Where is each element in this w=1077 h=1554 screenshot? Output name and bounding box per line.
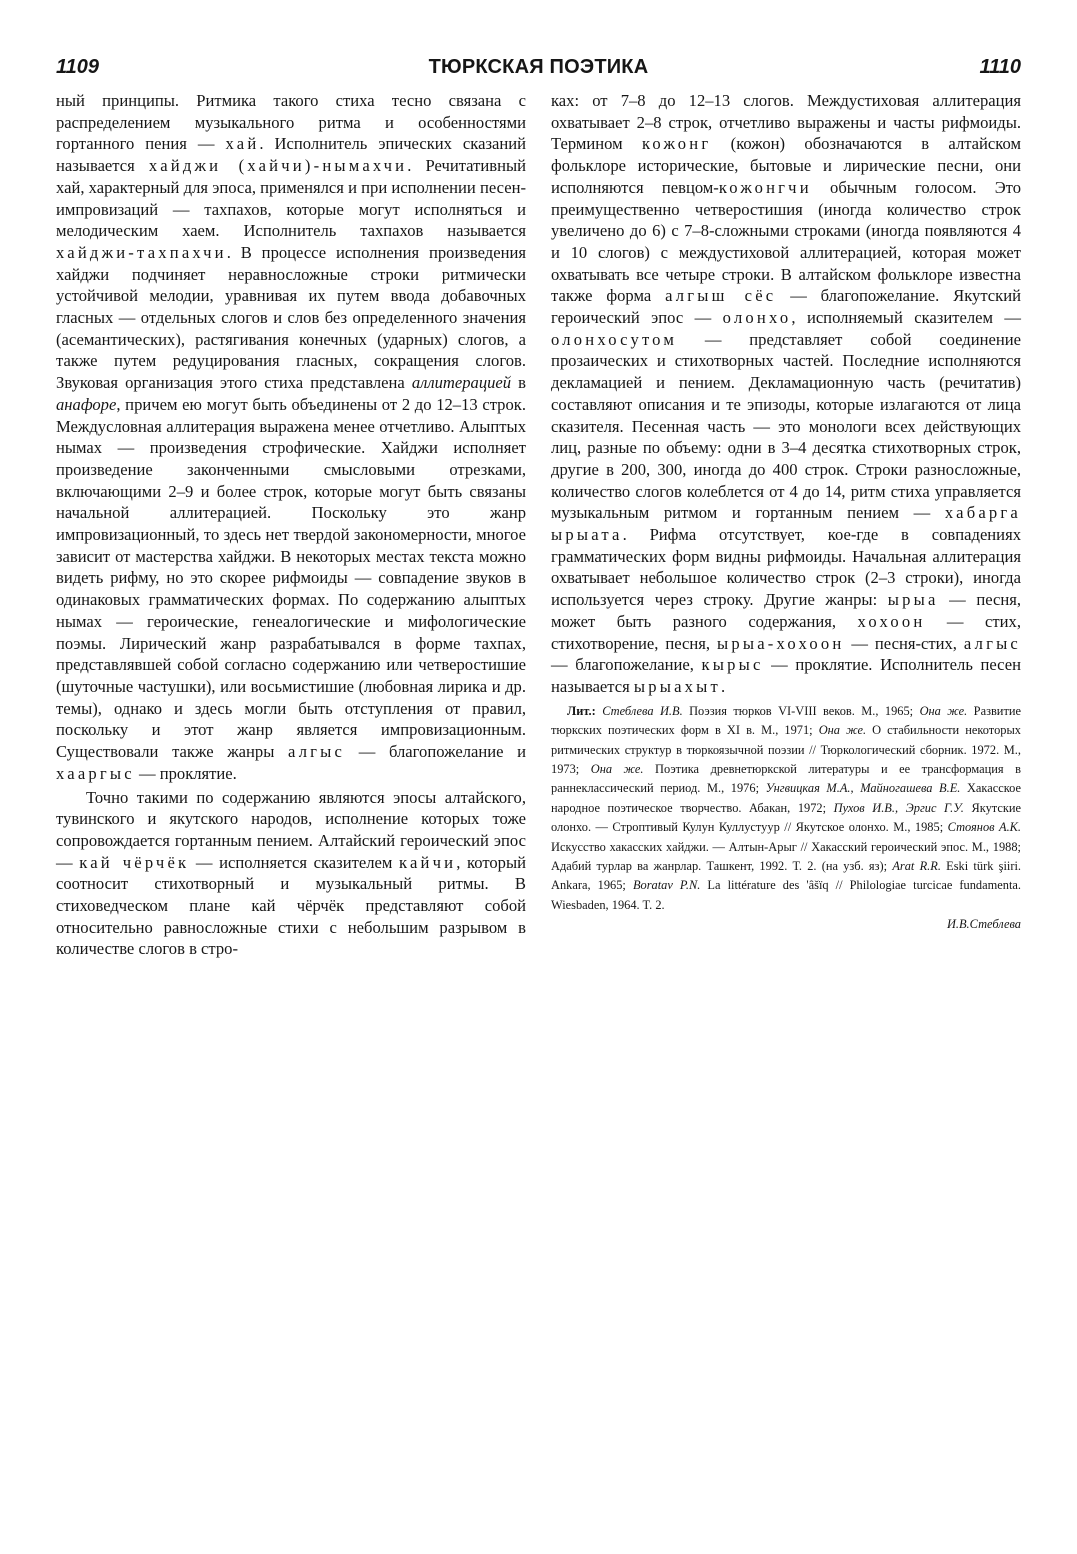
term-italic: анафоре (56, 394, 117, 414)
text-run: — песня-стих, (844, 633, 964, 653)
author-italic: Стеблева И.В. (602, 703, 683, 718)
author-italic: Унгвицкая М.А., Майногашева В.Е. (765, 781, 961, 796)
text-run: — проклятие. (134, 763, 237, 783)
term-spaced: хохоон (857, 611, 926, 631)
term-spaced: кожонг (642, 134, 712, 154)
text-run: — представляет собой соединение прозаических и стихотворных частей. Последние исполняются декламацией и пением. Декламационную часть (речитатив) составляют описания и те эпизоды, которые излагаются от лица сказителя. Песенная часть — это монологи всех действующих лиц, разные по объему: одни в 3–4 десятка стихотворных строк, другие в 200, 300, иногда до 400 строк. Строки разносложные, количество слогов колеблется от 4 до 14, ритм стиха управляется музыкальным ритмом и гортанным пением — (551, 329, 1021, 523)
text-run: обычным голосом. Это преимущественно четверостишия (иногда количество строк увеличено до 6) с 7–8-сложными строками (иногда появляются 4 и 10 слогов) с междустиховой аллитерацией, которая может охватывать все четыре строки. В алтайском фольклоре известна также форма (551, 177, 1021, 306)
text-run: , исполняемый сказителем — (791, 308, 1021, 328)
text-run: — песня, может быть разного содержания, (551, 590, 1022, 631)
text-run: ках: от 7–8 до 12–13 слогов. Междустиховая аллитерация охватывает 2–8 строк, отчетливо выражены и часты рифмоиды. Термином (551, 91, 1021, 154)
text-run: . В процессе исполнения произведения хайджи подчиняет неравносложные строки ритмически устойчивой мелодии, уравнивая их путем ввода добавочных гласных — отдельных слогов и слов без определенного значения (асемантических), растягивания конечных (ударных) слогов, а также путем редуцирования гласных, сокращения слогов. Звуковая организация этого стиха представлена (56, 242, 526, 393)
author-italic: Boratav P.N. (632, 878, 701, 893)
term-spaced: алгыш сёс (665, 286, 777, 306)
term-italic: аллитерацией (411, 373, 512, 393)
text-run: . (720, 676, 726, 696)
reference-text: Искусство хакасских хайджи. — Алтын-Арыг // Хакасский героический эпос. М., 1988; Адабий турлар ва жанрлар. Ташкент, 1992. Т. 2. (на узб. яз); (551, 839, 1021, 873)
term-spaced: ырыахыт (633, 676, 721, 696)
term-spaced: кайчи (398, 852, 457, 872)
reference-text: Хакасское народное поэтическое творчество. Абакан, 1972; (551, 781, 1021, 815)
text-run: (кожон) обозначаются в алтайском фольклоре исторические, бытовые и лирические песни, они исполняются певцом- (551, 134, 1021, 197)
author-italic: Arat R.R. (892, 858, 941, 873)
text-run: , причем ею могут быть объединены от 2 до 12–13 строк. Междусловная аллитерация выражена менее отчетливо. Алыптых нымах — произведения строфические. Хайджи исполняет произведение законченными смысловыми отрезками, включающими 2–9 и более строк, которые могут быть связаны начальной аллитерацией. Поскольку это жанр импровизационный, то здесь нет твердой закономерности, многое зависит от мастерства хайджи. В некоторых местах текста можно видеть рифму, но это скорее рифмоиды — совпадение звуков в одинаковых грамматических формах. По содержанию алыптых нымах — героические, генеалогические и мифологические поэмы. Лирический жанр разрабатывался в форме тахпах, представлявшей собой согласно содержанию или четверостишие (шуточные частушки), или восьмистишие (любовная лирика и др. темы), однако и здесь могли быть отступления от правил, поскольку и этот жанр является импровизационным. Существовали также жанры (56, 394, 526, 762)
term-spaced: хай (225, 134, 260, 154)
author-italic: Стоянов А.К. (947, 820, 1021, 835)
reference-text: La littérature des 'âšïq // Philologiae turcicae fundamenta. Wiesbaden, 1964. T. 2. (551, 878, 1021, 912)
term-spaced: олонхо (722, 308, 792, 328)
term-spaced: хааргыс (56, 763, 135, 783)
term-spaced: кырыс (701, 655, 764, 675)
term-spaced: алгыс (287, 742, 346, 762)
text-run: — благопожелание и (345, 742, 526, 762)
term-spaced: олонхосутом (551, 329, 678, 349)
reference-text: Поэтика древнетюркской литературы и ее трансформация в раннеклассический период. М., 1976; (551, 761, 1021, 796)
left-column (56, 90, 526, 960)
text-run: . Речитативный хай, характерный для эпоса, применялся и при исполнении песен-импровизаций — тахпахов, которые могут исполняться и мелодическим хаем. Исполнитель тахпахов называется (56, 156, 526, 241)
text-run: — благопожелание. Якутский героический эпос — (551, 286, 1021, 328)
text-run: . Исполнитель эпических сказаний называется (56, 134, 527, 176)
reference-text: О стабильности некоторых ритмических структур в тюркоязычной поэзии // Тюркологический сборник. 1972. М., 1973; (551, 723, 1021, 776)
term-spaced: ырыа (887, 590, 939, 610)
text-run: ный принципы. Ритмика такого стиха тесно связана с распределением музыкального ритма и особенностями гортанного пения — (56, 91, 526, 154)
term-spaced: ырыа-хохоон (717, 633, 845, 653)
author-italic: Пухов И.В., Эргис Г.У. (833, 800, 964, 815)
reference-text: Развитие тюркских поэтических форм в XI в. М., 1971; (551, 703, 1021, 738)
literature-references (551, 702, 1021, 935)
paragraph-altai-yakut (551, 90, 1021, 698)
text-run: , который соотносит стихотворный и музыкальный ритмы. В стиховедческом плане кай чёрчёк представляют собой относительно равносложные стихи с небольшим разрывом в количестве слогов в стро- (56, 852, 526, 959)
text-run: — стих, стихотворение, песня, (551, 611, 1021, 653)
author-italic: Она же. (818, 723, 867, 738)
text-run: Точно такими по содержанию являются эпосы алтайского, тувинского и якутского народов, исполнение которых тоже сопровождается гортанным пением. Алтайский героический эпос — (56, 787, 526, 872)
text-run: . Рифма отсутствует, кое-где в совпадениях грамматических форм видны рифмоиды. Начальная аллитерация охватывает небольшое количество строк (2–3 строки), иногда используется через строку. Другие жанры: (551, 525, 1021, 610)
paragraph-altai-epic (56, 787, 526, 961)
author-signature: И.В.Стеблева (946, 917, 1021, 932)
text-run: — благопожелание, (551, 655, 702, 675)
right-column (551, 90, 1021, 935)
term-spaced: кожонгчи (718, 177, 812, 197)
reference-text: Eski türk şiiri. Ankara, 1965; (551, 858, 1021, 893)
author-italic: Она же. (590, 761, 644, 776)
page-header (56, 56, 1021, 86)
paragraph-khakas-epic (56, 90, 526, 785)
term-spaced: хайджи (хайчи)-нымахчи (148, 156, 408, 176)
term-spaced: кай чёрчёк (79, 852, 190, 872)
text-run: в (511, 373, 526, 393)
reference-text: Якутские олонхо. — Строптивый Кулун Куллустуур // Якутское олонхо. М., 1985; (551, 800, 1022, 835)
text-run: — исполняется сказителем (189, 852, 399, 872)
literature-label: Лит.: (567, 703, 603, 718)
term-spaced: алгыс (963, 633, 1022, 653)
running-title: ТЮРКСКАЯ ПОЭТИКА (428, 56, 649, 78)
page-number-left: 1109 (56, 56, 100, 78)
page-number-right: 1110 (979, 56, 1021, 78)
term-spaced: хайджи-тахпахчи (56, 242, 227, 262)
term-spaced: хабарга ырыата (551, 503, 1021, 545)
author-italic: Она же. (919, 703, 968, 718)
text-run: — проклятие. Исполнитель песен называется (551, 655, 1021, 696)
reference-text: Поэзия тюрков VI-VIII веков. М., 1965; (682, 703, 920, 718)
